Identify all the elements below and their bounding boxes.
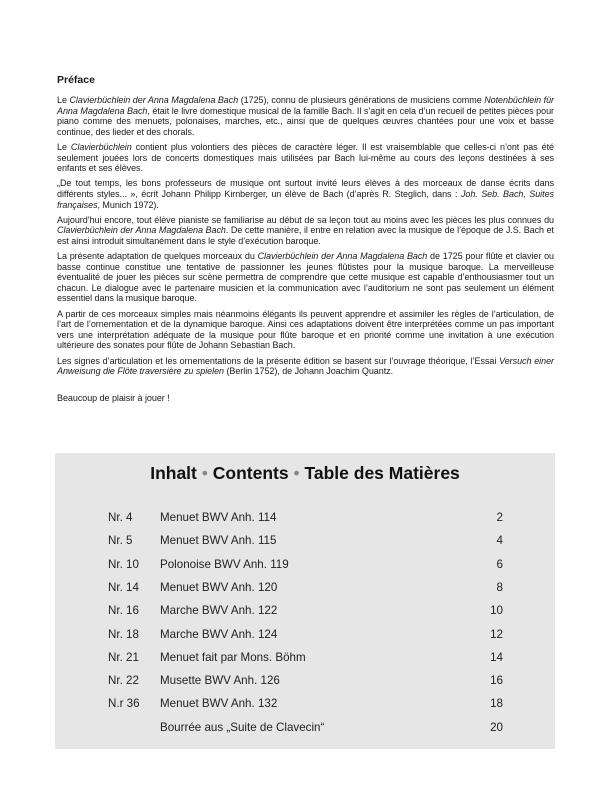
entry-title: Menuet BWV Anh. 120 — [160, 580, 278, 594]
entry-title: Menuet BWV Anh. 132 — [160, 697, 278, 711]
text-segment: Aujourd’hui encore, tout élève pianiste se familiarise au début de sa leçon tout au moins avec les pièces les plus connues du — [57, 214, 554, 225]
toc-entry — [55, 697, 555, 717]
text-segment: Les signes d’articulation et les ornementations de la présente édition se basent sur l’ouvrage théorique, l’Essai — [57, 355, 500, 366]
preface-paragraph — [57, 95, 554, 137]
entry-number: Nr. 18 — [108, 627, 139, 641]
entry-title: Menuet fait par Mons. Böhm — [160, 650, 306, 664]
toc-title-en: Contents — [212, 463, 289, 483]
preface-paragraph — [57, 309, 554, 351]
entry-number: Nr. 16 — [108, 604, 139, 618]
entry-page: 6 — [496, 557, 503, 571]
entry-page: 8 — [496, 580, 503, 594]
italic-title: Clavierbüchlein der Anna Magdalena Bach — [57, 225, 226, 236]
toc-entry — [55, 604, 555, 624]
entry-title: Marche BWV Anh. 122 — [160, 604, 278, 618]
toc-entry — [55, 651, 555, 671]
toc-separator: • — [293, 463, 300, 483]
entry-number: Nr. 14 — [108, 580, 139, 594]
table-of-contents — [55, 453, 555, 749]
entry-page: 16 — [490, 674, 503, 688]
entry-title: Menuet BWV Anh. 114 — [160, 511, 277, 524]
entry-title: Musette BWV Anh. 126 — [160, 674, 280, 688]
preface-paragraph — [57, 251, 554, 304]
toc-entry — [55, 558, 555, 578]
text-segment: „De tout temps, les bons professeurs de musique ont surtout invité leurs élèves à des morceaux de danse écrits dans différents styles... », écrit Johann Philipp Kirnberger, un élève de Bach (d’après R. Steglich, dans : — [57, 178, 554, 199]
italic-title: Joh. Seb. Bach, Suites françaises — [57, 188, 554, 210]
text-segment: (1725), connu de plusieurs générations de musiciens comme — [238, 95, 485, 105]
entry-page: 4 — [496, 534, 503, 548]
closing-line: Beaucoup de plaisir à jouer ! — [57, 392, 170, 403]
toc-entry — [55, 534, 555, 554]
text-segment: Le — [57, 95, 70, 105]
preface-title: Préface — [57, 74, 95, 86]
toc-title — [55, 463, 555, 484]
italic-title: Versuch einer Anweisung die Flöte traversière zu spielen — [57, 355, 554, 377]
preface-paragraph — [57, 356, 554, 377]
entry-page: 2 — [496, 511, 503, 524]
preface-paragraph — [57, 178, 554, 210]
entry-page: 20 — [490, 720, 503, 734]
text-segment: de 1725 pour flûte et clavier ou basse continue constitue une tentative de passionner les jeunes flûtistes pour la musique baroque. La merveilleuse éventualité de jouer les pièces sur scène permettra de comprendre que cette musique est capable d’enthousiasmer tout un chacun. Le dialogue avec le partenaire musicien et la communication avec l’auditorium ne sont pas seulement un élément essentiel dans la musique baroque. — [57, 251, 555, 304]
preface-section — [57, 74, 554, 408]
italic-title: Clavierbüchlein der Anna Magdalena Bach — [257, 251, 428, 262]
toc-title-fr: Table des Matières — [304, 463, 460, 483]
text-segment: contient plus volontiers des pièces de caractère léger. Il est vraisemblable que celles-ci n’ont pas été seulement jouées lors de concerts domestiques mais utilisées par Bach lui-même au cours des leçons destinées à ses enfants et ses élèves. — [57, 141, 554, 174]
toc-entry — [55, 628, 555, 648]
entry-page: 18 — [490, 697, 503, 711]
entry-title: Marche BWV Anh. 124 — [160, 627, 278, 641]
text-segment: . De cette manière, il entre en relation avec la musique de l’époque de J.S. Bach et est ainsi introduit simultanément dans le style d’exécution baroque. — [57, 225, 555, 246]
text-segment: A partir de ces morceaux simples mais néanmoins élégants ils peuvent apprendre et assimiler les règles de l’articulation, de l’art de l’ornementation et de la dynamique baroque. Ainsi ces adaptations doivent être interprétées comme un pas important vers une interprétation adéquate de la musique pour flûte baroque et en priorité comme une invitation à une exécution ultérieure des sonates pour flûte de Johann Sebastian Bach. — [57, 308, 554, 351]
entry-number: Nr. 22 — [108, 674, 139, 688]
italic-title: Notenbüchlein für Anna Magdalena Bach — [57, 95, 554, 116]
text-segment: , Munich 1972). — [97, 199, 159, 210]
toc-title-de: Inhalt — [150, 463, 197, 483]
entry-title: Menuet BWV Anh. 115 — [160, 534, 277, 548]
text-segment: , était le livre domestique musical de la famille Bach. Il s’agit en cela d’un recueil de petites pièces pour piano comme des menuets, polonaises, marches, etc., ainsi que de quelques œuvres chantées pour une voix et basse continue, des lieder et des chorals. — [57, 105, 554, 137]
preface-paragraph — [57, 142, 554, 174]
toc-entry — [55, 721, 555, 741]
toc-entry — [55, 511, 555, 531]
entry-number: Nr. 5 — [108, 534, 133, 548]
entry-number: N.r 36 — [108, 697, 140, 711]
preface-paragraph — [57, 215, 554, 247]
text-segment: Le — [57, 141, 71, 152]
entry-page: 12 — [490, 627, 503, 641]
entry-page: 10 — [490, 604, 503, 618]
entry-number: Nr. 4 — [108, 511, 133, 524]
toc-entry — [55, 581, 555, 601]
toc-entry — [55, 674, 555, 694]
entry-number: Nr. 10 — [108, 557, 139, 571]
toc-separator: • — [201, 463, 208, 483]
italic-title: Clavierbüchlein — [70, 141, 132, 152]
entry-number: Nr. 21 — [108, 650, 139, 664]
text-segment: (Berlin 1752), de Johann Joachim Quantz. — [224, 366, 394, 377]
entry-title: Polonoise BWV Anh. 119 — [160, 557, 289, 571]
entry-page: 14 — [490, 650, 503, 664]
italic-title: Clavierbüchlein der Anna Magdalena Bach — [69, 95, 239, 105]
entry-title: Bourrée aus „Suite de Clavecin“ — [160, 720, 325, 734]
text-segment: La présente adaptation de quelques morceaux du — [57, 251, 258, 262]
